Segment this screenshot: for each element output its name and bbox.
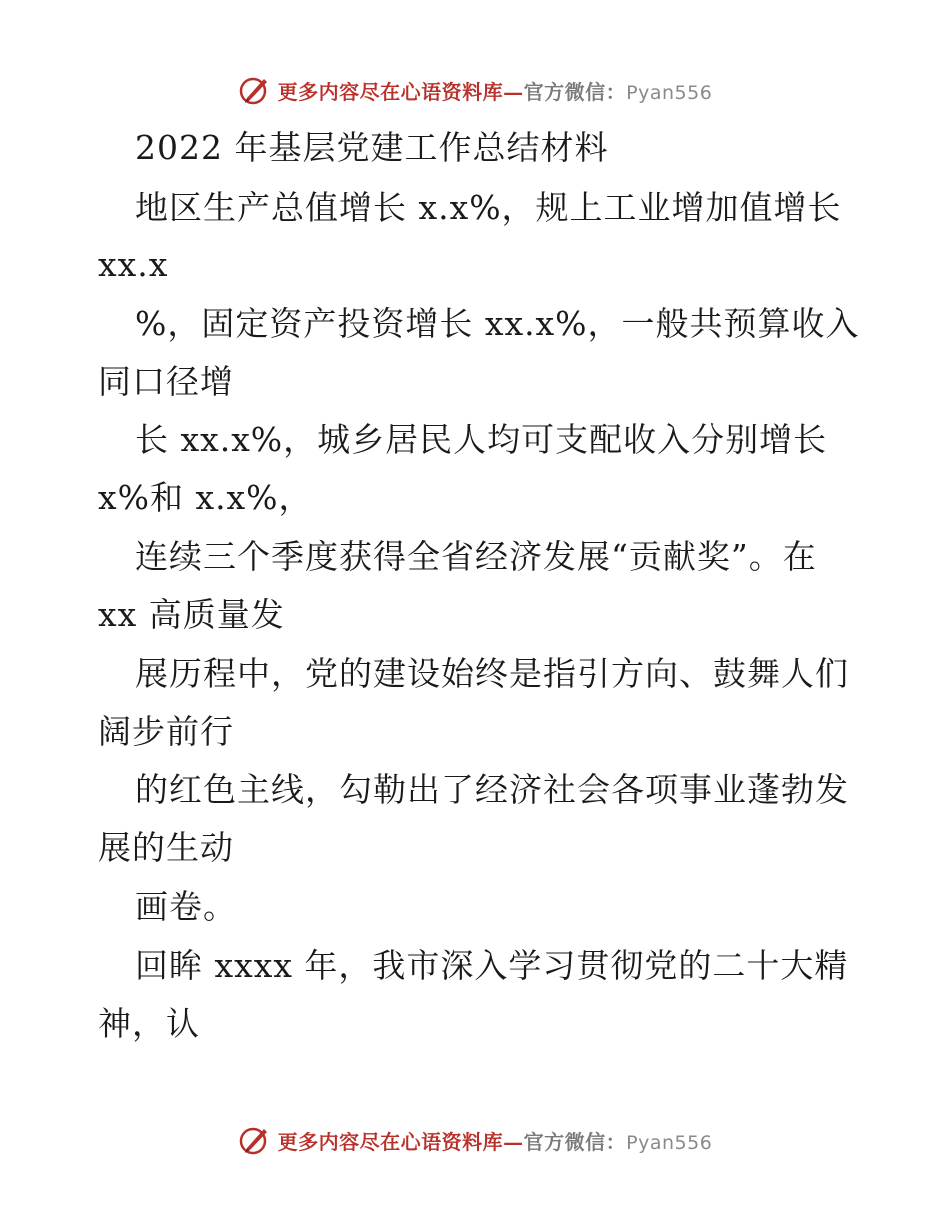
text-line: 展历程中，党的建设始终是指引方向、鼓舞人们 — [135, 654, 849, 693]
text-line: 阔步前行 — [98, 712, 234, 751]
banner-main-text: 更多内容尽在心语资料库— — [277, 1129, 524, 1154]
banner-wechat-id: Pyan556 — [626, 1131, 713, 1154]
text-line: 画卷。 — [135, 887, 237, 926]
header-banner — [0, 70, 950, 110]
text-line: 神，认 — [98, 1004, 200, 1043]
quill-pen-logo-icon — [238, 1123, 272, 1157]
text-line: 同口径增 — [98, 362, 234, 401]
banner-text — [278, 1126, 713, 1155]
banner-wechat-id: Pyan556 — [626, 81, 713, 104]
text-line: 回眸 xxxx 年，我市深入学习贯彻党的二十大精 — [135, 946, 849, 985]
banner-wechat-label: 官方微信： — [523, 1129, 627, 1154]
text-line: 长 xx.x%，城乡居民人均可支配收入分别增长 — [135, 420, 828, 459]
text-line: 展的生动 — [98, 828, 234, 867]
text-line: 地区生产总值增长 x.x%，规上工业增加值增长 — [135, 188, 842, 227]
document-title: 2022 年基层党建工作总结材料 — [135, 128, 609, 167]
text-line: x%和 x.x%， — [98, 478, 313, 517]
text-line: xx 高质量发 — [98, 595, 285, 634]
text-line: 的红色主线，勾勒出了经济社会各项事业蓬勃发 — [135, 770, 849, 809]
banner-wechat-label: 官方微信： — [523, 79, 627, 104]
text-line: xx.x — [98, 245, 169, 284]
footer-banner — [0, 1120, 950, 1160]
text-line: 连续三个季度获得全省经济发展“贡献奖”。在 — [135, 537, 817, 576]
quill-pen-logo-icon — [238, 73, 272, 107]
banner-main-text: 更多内容尽在心语资料库— — [277, 79, 524, 104]
text-line: %，固定资产投资增长 xx.x%，一般共预算收入 — [135, 304, 860, 343]
banner-text — [278, 76, 713, 105]
